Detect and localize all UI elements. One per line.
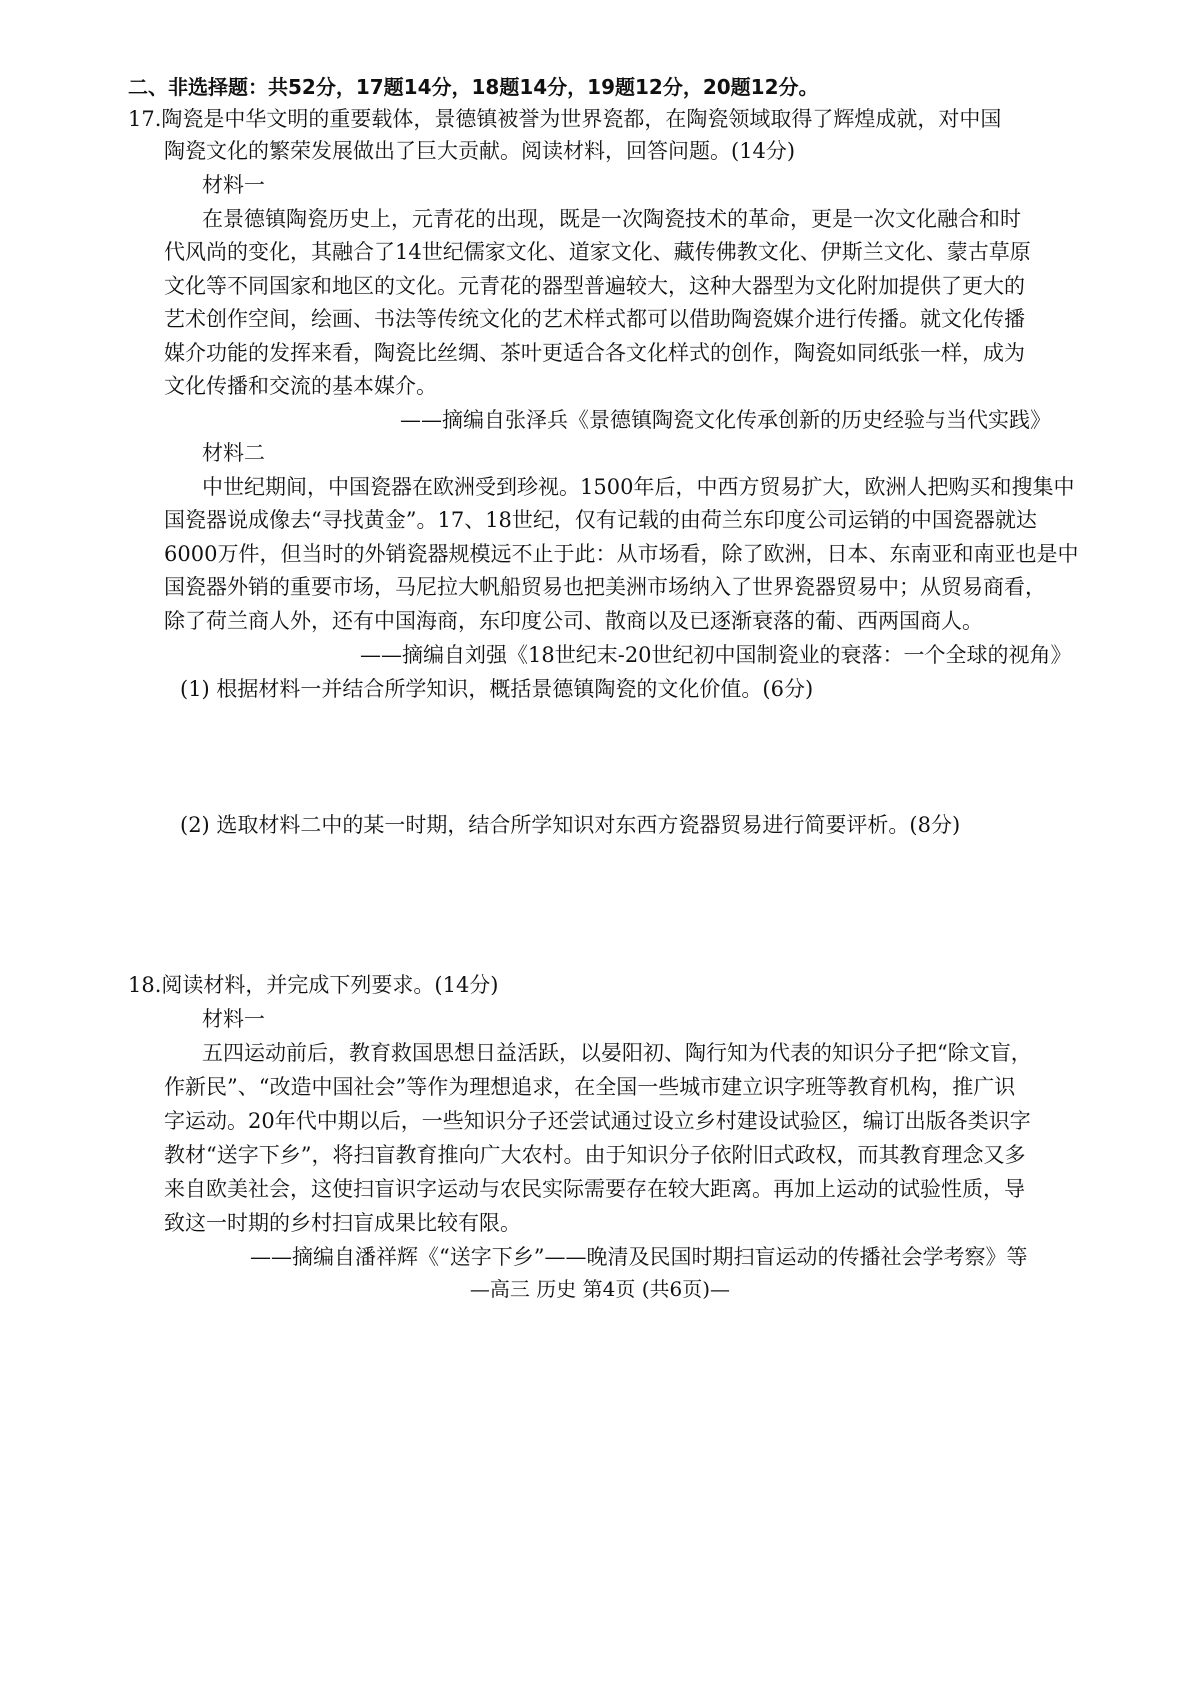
q17-material2-line: 6000万件，但当时的外销瓷器规模远不止于此：从市场看，除了欧洲，日本、东南亚和南亚也是中	[164, 542, 1079, 566]
q17-stem-line1: 17.陶瓷是中华文明的重要载体，景德镇被誉为世界瓷都，在陶瓷领域取得了辉煌成就，对中国	[128, 107, 1002, 131]
q17-material1-line: 在景德镇陶瓷历史上，元青花的出现，既是一次陶瓷技术的革命，更是一次文化融合和时	[202, 207, 1021, 231]
section-heading: 二、非选择题：共52分，17题14分，18题14分，19题12分，20题12分。	[128, 75, 819, 99]
q18-material1-source: ——摘编自潘祥辉《“送字下乡”——晚清及民国时期扫盲运动的传播社会学考察》等	[250, 1245, 1028, 1269]
q18-material1-line: 致这一时期的乡村扫盲成果比较有限。	[164, 1211, 521, 1235]
q17-subquestion-1: (1) 根据材料一并结合所学知识，概括景德镇陶瓷的文化价值。(6分)	[180, 677, 814, 701]
q18-material1-label: 材料一	[202, 1007, 265, 1031]
q17-material1-line: 文化等不同国家和地区的文化。元青花的器型普遍较大，这种大器型为文化附加提供了更大的	[164, 274, 1025, 298]
q18-material1-line: 五四运动前后，教育救国思想日益活跃，以晏阳初、陶行知为代表的知识分子把“除文盲，	[202, 1041, 1032, 1065]
q17-material2-label: 材料二	[202, 441, 265, 465]
q17-material1-source: ——摘编自张泽兵《景德镇陶瓷文化传承创新的历史经验与当代实践》	[400, 408, 1051, 432]
q17-stem-line2: 陶瓷文化的繁荣发展做出了巨大贡献。阅读材料，回答问题。(14分)	[164, 139, 796, 163]
q17-material1-line: 媒介功能的发挥来看，陶瓷比丝绸、茶叶更适合各文化样式的创作，陶瓷如同纸张一样，成为	[164, 341, 1025, 365]
q17-material2-line: 国瓷器外销的重要市场，马尼拉大帆船贸易也把美洲市场纳入了世界瓷器贸易中；从贸易商看，	[164, 575, 1046, 599]
q17-material1-line: 文化传播和交流的基本媒介。	[164, 374, 437, 398]
q17-material1-line: 代风尚的变化，其融合了14世纪儒家文化、道家文化、藏传佛教文化、伊斯兰文化、蒙古草原	[164, 240, 1031, 264]
q17-material2-line: 中世纪期间，中国瓷器在欧洲受到珍视。1500年后，中西方贸易扩大，欧洲人把购买和搜集中	[202, 475, 1075, 499]
q17-subquestion-2: (2) 选取材料二中的某一时期，结合所学知识对东西方瓷器贸易进行简要评析。(8分)	[180, 813, 961, 837]
q18-material1-line: 来自欧美社会，这使扫盲识字运动与农民实际需要存在较大距离。再加上运动的试验性质，导	[164, 1177, 1025, 1201]
q17-material1-line: 艺术创作空间，绘画、书法等传统文化的艺术样式都可以借助陶瓷媒介进行传播。就文化传播	[164, 307, 1025, 331]
q18-material1-line: 字运动。20年代中期以后，一些知识分子还尝试通过设立乡村建设试验区，编订出版各类识字	[164, 1109, 1031, 1133]
page-footer: —高三 历史 第4页 (共6页)—	[469, 1277, 731, 1301]
q18-material1-line: 作新民”、“改造中国社会”等作为理想追求，在全国一些城市建立识字班等教育机构，推广识	[164, 1075, 1016, 1099]
q17-material2-line: 国瓷器说成像去“寻找黄金”。17、18世纪，仅有记载的由荷兰东印度公司运销的中国瓷器就达	[164, 508, 1037, 532]
q17-material1-label: 材料一	[202, 173, 265, 197]
q18-stem: 18.阅读材料，并完成下列要求。(14分)	[128, 973, 499, 997]
q17-material2-source: ——摘编自刘强《18世纪末-20世纪初中国制瓷业的衰落：一个全球的视角》	[360, 643, 1072, 667]
q18-material1-line: 教材“送字下乡”，将扫盲教育推向广大农村。由于知识分子依附旧式政权，而其教育理念又多	[164, 1143, 1026, 1167]
q17-material2-line: 除了荷兰商人外，还有中国海商，东印度公司、散商以及已逐渐衰落的葡、西两国商人。	[164, 609, 983, 633]
